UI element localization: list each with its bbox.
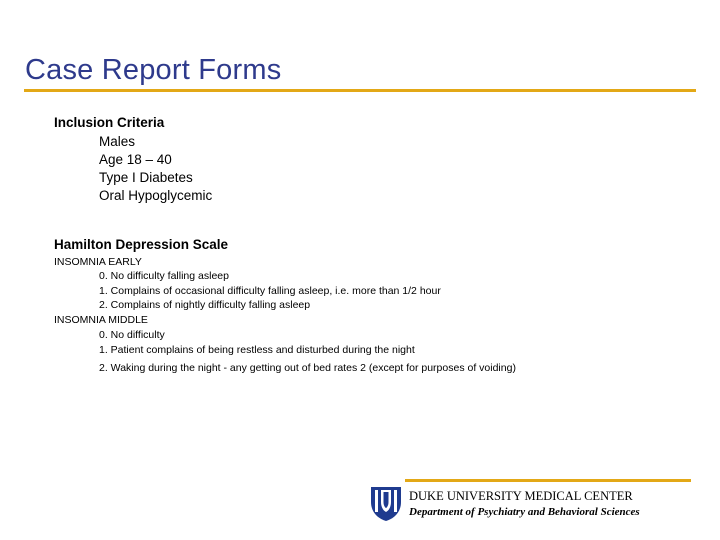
insomnia-early-item-0: 0. No difficulty falling asleep [99, 270, 229, 282]
hamilton-scale-heading: Hamilton Depression Scale [54, 237, 229, 252]
footer-divider [405, 479, 691, 482]
insomnia-early-item-1: 1. Complains of occasional difficulty falling asleep, i.e. more than 1/2 hour [99, 285, 441, 297]
inclusion-item-diabetes: Type I Diabetes [99, 170, 193, 185]
inclusion-criteria-heading: Inclusion Criteria [54, 115, 165, 130]
inclusion-item-hypoglycemic: Oral Hypoglycemic [99, 188, 213, 203]
footer-department: Department of Psychiatry and Behavioral Sciences [409, 506, 640, 518]
duke-chapel-shield-icon [370, 486, 402, 522]
insomnia-early-item-2: 2. Complains of nightly difficulty falling asleep [99, 299, 311, 311]
insomnia-middle-label: INSOMNIA MIDDLE [54, 314, 148, 326]
title-divider [24, 89, 696, 92]
inclusion-item-age: Age 18 – 40 [99, 152, 172, 167]
page-title: Case Report Forms [25, 54, 282, 86]
insomnia-middle-item-2: 2. Waking during the night - any getting out of bed rates 2 (except for purposes of voiding) [99, 362, 516, 374]
inclusion-item-males: Males [99, 134, 136, 149]
footer-institution: DUKE UNIVERSITY MEDICAL CENTER [409, 489, 633, 503]
insomnia-middle-item-0: 0. No difficulty [99, 329, 165, 341]
insomnia-early-label: INSOMNIA EARLY [54, 256, 142, 268]
insomnia-middle-item-1: 1. Patient complains of being restless and disturbed during the night [99, 344, 415, 356]
